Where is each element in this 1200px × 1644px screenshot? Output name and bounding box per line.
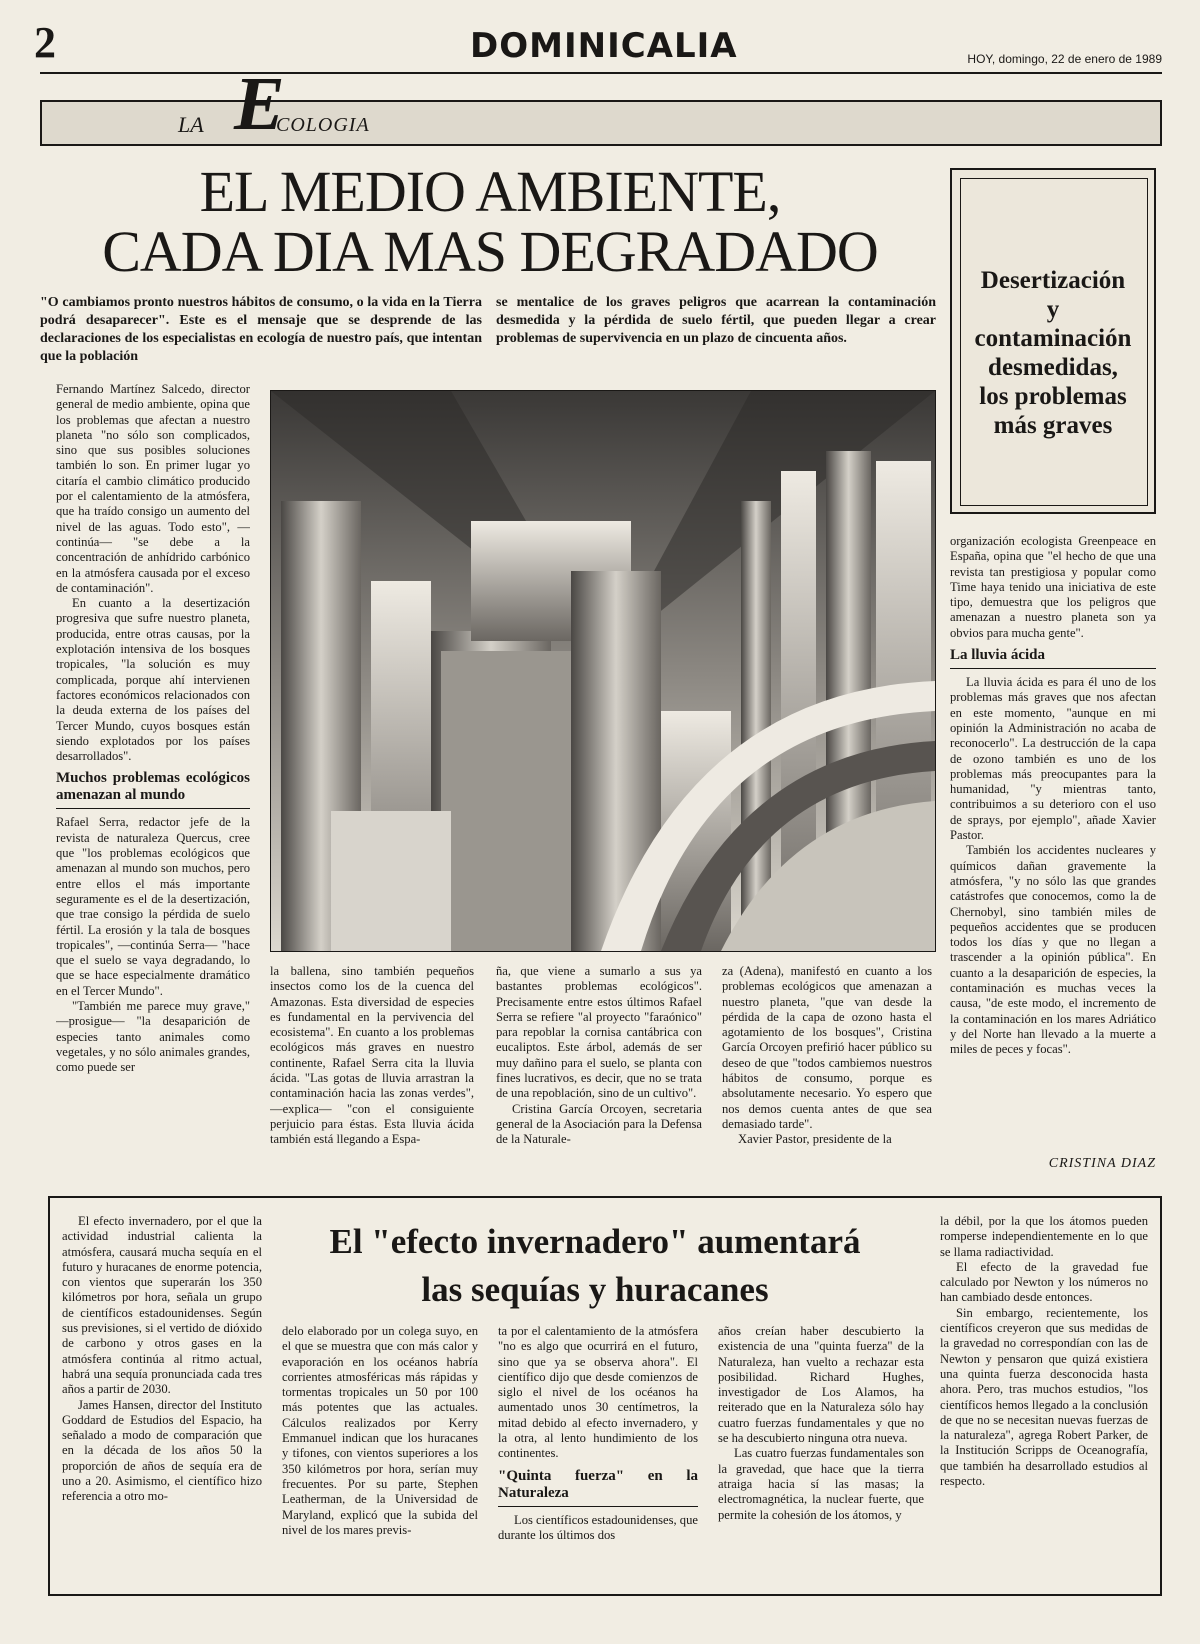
paragraph: Los científicos estadounidenses, que durante los últimos dos [498,1512,698,1542]
city-illustration [270,390,936,952]
paragraph: ta por el calentamiento de la atmósfera "no es algo que ocurrirá en el futuro, sino que ya se observa ahora". El científico dijo que desde comienzos de siglo el nivel de los océanos ha aumentado unos 30 centímetros, la mitad debido al efecto invernadero, y la otra, al lento hundimiento de los continentes. [498,1324,698,1461]
section-banner-prefix: LA [178,112,204,137]
paragraph: También los accidentes nucleares y químicos dañan gravemente la atmósfera, "y no sólo las que grandes catástrofes que conocemos, como la de Chernobyl, sino también miles de pequeños accidentes que se producen todos los días y que no llegan a trascender a la opinión pública". En cuanto a la desaparición de especies, la contaminación es muchas veces la causa, "de este modo, el incremento de la contaminación en los mares Adriático y del Norte han llevado a la muerte a miles de peces y focas". [950,843,1156,1057]
sidebar-title-line: Desertización [980,267,1126,294]
paragraph: años creían haber descubierto la existencia de una "quinta fuerza" de la Naturaleza, han vuelto a rechazar esta posibilidad. Richard Hughes, investigador de Los Alamos, ha reiterado que en la Naturaleza sólo hay cuatro fuerzas fundamentales y que no se ha descubierto ninguna otra nueva. [718,1324,924,1446]
paragraph: James Hansen, director del Instituto Goddard de Estudios del Espacio, ha señalado a modo de comparación que en la década de los años 50 la proporción de años de sequía era de uno a 20. Asimismo, el científico hizo referencia a otro mo- [62,1397,262,1504]
paragraph: Cristina García Orcoyen, secretaria general de la Asociación para la Defensa de la Naturale- [496,1101,702,1147]
article2-headline-line-1: El "efecto invernadero" aumentará [329,1222,861,1261]
article2-column-4 [718,1324,924,1586]
headline-line-1: EL MEDIO AMBIENTE, [199,159,781,224]
paragraph: Xavier Pastor, presidente de la [738,1132,892,1147]
paragraph: organización ecologista Greenpeace en España, opina que "el hecho de que una revista tan prestigiosa y popular como Time haya tenido una iniciativa de este tipo, demuestra que los peligros que amenazan a nuestro planeta son ya obvios para mucha gente". [950,534,1156,640]
sidebar-title-line: los problemas [979,383,1127,410]
paragraph: El efecto de la gravedad fue calculado por Newton y los números no han cambiado desde entonces. [940,1259,1148,1305]
headline-line-2: CADA DIA MAS DEGRADADO [102,219,878,284]
article2-column-1 [62,1214,262,1586]
section-banner-initial: E [234,62,285,146]
sidebar-title-box [950,168,1156,514]
article2-column-2 [282,1324,478,1586]
paragraph: "También me parece muy grave," —prosigue— "la desaparición de especies tanto animales como vegetales, y no sólo animales grandes, como puede ser [56,998,250,1075]
paragraph: En cuanto a la desertización progresiva que sufre nuestro planeta, producida, entre otras causas, por la explotación intensiva de los bosques tropicales, "la solución es muy complicada, porque ahí intervienen factores económicos relacionados con la deuda externa de los países del Tercer Mundo, cuyos bosques están siendo explotados por los países desarrollados". [56,596,250,764]
page-number: 2 [34,18,56,67]
article2-column-5 [940,1214,1148,1586]
sidebar-title-line: contaminación [974,325,1132,352]
dateline: HOY, domingo, 22 de enero de 1989 [967,52,1162,66]
article2-column-3 [498,1324,698,1586]
article2-headline [270,1218,920,1314]
paragraph: La lluvia ácida es para él uno de los problemas más graves que nos afectan en este momento, "aunque en mi opinión la Administración no acaba de reconocerlo". La destrucción de la capa de ozono también es uno de los problemas más preocupantes para la humanidad, "y mientras tanto, contribuimos a su deterioro con el uso de sprays, por ejemplo", añade Xavier Pastor. [950,675,1156,843]
lead-left: "O cambiamos pronto nuestros hábitos de consumo, o la vida en la Tierra podrá desaparecer". Este es el mensaje que se desprende de las declaraciones de los especialistas en ecología de nuestro país, que intentan que la población [40,295,482,364]
paragraph: la ballena, sino también pequeños insectos como los de la cuenca del Amazonas. Esta diversidad de especies es fundamental en la pervivencia del ecosistema". En cuanto a los problemas ecológicos más graves en nuestro continente, Rafael Serra cita la lluvia ácida. "Las gotas de lluvia arrastran la contaminación hacia las zonas verdes", —explica— "con el consiguiente perjuicio para éstas. Esta lluvia ácida también está llegando a Espa- [270,964,474,1147]
paragraph: la débil, por la que los átomos pueden romperse independientemente en lo que se llama radiactividad. [940,1214,1148,1259]
subheading: Muchos problemas ecológicos amenazan al mundo [56,770,250,809]
paragraph: delo elaborado por un colega suyo, en el que se muestra que con más calor y evaporación en los océanos habría corrientes atmosféricas más rápidas y tormentas tropicales un 50 por 100 más potentes que las actuales. Cálculos realizados por Kerry Emmanuel indican que los huracanes y tifones, con vientos superiores a los 350 kilómetros por hora, serían muy frecuentes. Por su parte, Stephen Leatherman, de la Universidad de Maryland, explicó que la subida del nivel de los mares previs- [282,1324,478,1537]
sidebar-title-line: desmedidas, [988,354,1118,381]
city-illustration-svg [271,391,935,951]
article1-column-5 [950,534,1156,1144]
section-banner [40,100,1162,146]
masthead: DOMINICALIA [470,26,738,66]
article1-column-2 [270,964,474,1174]
byline: CRISTINA DIAZ [1048,1156,1156,1171]
sidebar-title-line: más graves [993,412,1113,439]
headline [40,159,940,284]
paragraph: Rafael Serra, redactor jefe de la revista de naturaleza Quercus, cree que "los problemas ecológicos que amenazan al mundo son muchos, pero entre ellos el más importante seguramente es el de la desertización, que trae consigo la pérdida de suelo fértil. La erosión y la tala de bosques tropicales", —continúa Serra— "hace que el suelo se vaya degradando, lo que se hace especialmente dramático en el Tercer Mundo". [56,815,250,998]
paragraph: Sin embargo, recientemente, los científicos creyeron que sus medidas de la gravedad no correspondían con las de Newton y pensaron que quizá existiera una quinta fuerza desconocida hasta ahora. Pero, tras muchos estudios, "los científicos hemos llegado a la conclusión de que no se necesitan nuevas fuerzas de la naturaleza", agrega Robert Parker, de la Institución Scripps de Oceanografía, que también ha desarrollado estudios al respecto. [940,1305,1148,1489]
article1-column-1 [56,382,250,1172]
paragraph: El efecto invernadero, por el que la actividad industrial calienta la atmósfera, causará mucha sequía en el futuro y huracanes de enorme potencia, con vientos que superarán los 350 kilómetros por hora, señala un grupo de científicos estadounidenses. Según sus previsiones, si el vertido de dióxido de carbono y otros gases en la atmósfera continúa al ritmo actual, habrá una sequía pronunciada cada tres años a partir de 2030. [62,1214,262,1397]
sidebar-title [952,266,1154,440]
subheading: La lluvia ácida [950,647,1156,669]
header-rule [40,72,1162,74]
paragraph: za (Adena), manifestó en cuanto a los problemas ecológicos que amenazan a nuestro planeta, "que van desde la pérdida de la capa de ozono hasta el agotamiento de los bosques", Cristina García Orcoyen prefirió hacer público su deseo de que "todos cambiemos nuestros hábitos de consumo, porque es absolutamente necesario. Yo espero que nos demos cuenta antes de que sea demasiado tarde". [722,964,932,1131]
article1-column-3 [496,964,702,1174]
section-banner-rest: COLOGIA [276,114,370,136]
lead-right: se mentalice de los graves peligros que acarrean la contaminación desmedida y la pérdida de suelo fértil, que pueden llegar a crear problemas de supervivencia en un plazo de cincuenta años. [496,295,936,346]
paragraph: ña, que viene a sumarlo a sus ya bastantes problemas ecológicos". Precisamente entre estos últimos Rafael Serra se refiere "al proyecto "faraónico" para repoblar la cornisa cantábrica con eucaliptos. Este árbol, además de ser muy dañino para el suelo, se planta con fines lucrativos, es decir, que no se trata de una repoblación, sino de un cultivo". [496,964,702,1101]
paragraph: Fernando Martínez Salcedo, director general de medio ambiente, opina que los problemas que afectan a nuestro planeta "no sólo son complicados, sino que sus posibles soluciones también lo son. En primer lugar yo citaría el cambio climático producido por el calentamiento de la atmósfera, que ha traído consigo un aumento del nivel de las aguas. Todo esto", —continúa— "se debe a la concentración de anhídrido carbónico en la atmósfera causada por el exceso de contaminación". [56,382,250,595]
subheading: "Quinta fuerza" en la Naturaleza [498,1468,698,1507]
article1-column-4 [722,964,932,1174]
article2-headline-line-2: las sequías y huracanes [421,1270,769,1309]
paragraph: Las cuatro fuerzas fundamentales son la gravedad, que hace que la tierra atraiga hacia sí las masas; la electromagnética, la nuclear fuerte, que permite la cohesión de los átomos, y [718,1446,924,1522]
sidebar-title-line: y [1046,296,1060,323]
